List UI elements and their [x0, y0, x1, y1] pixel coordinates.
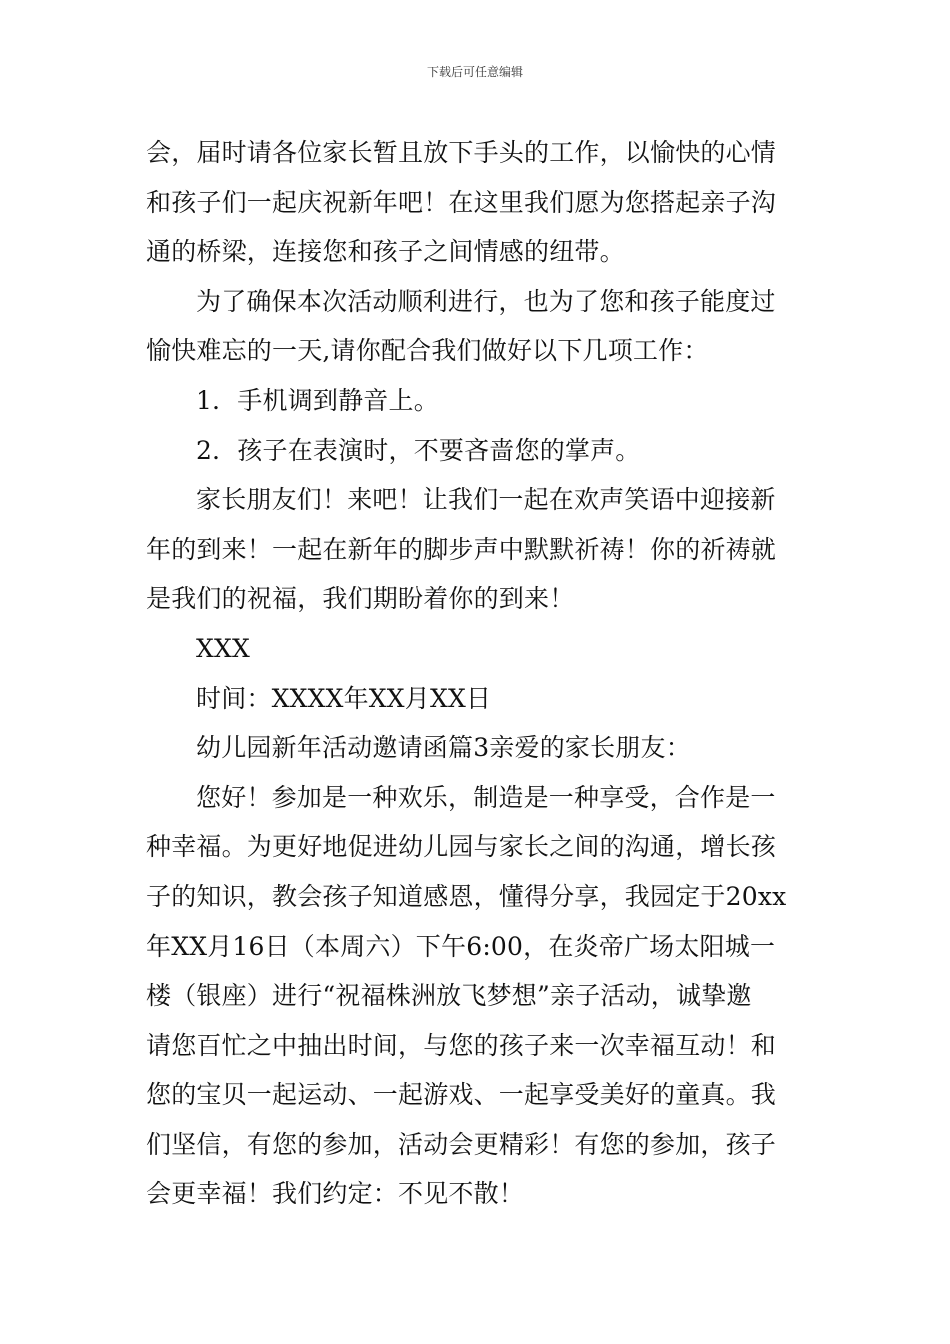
date-line: 时间：XXXX年XX月XX日: [196, 683, 492, 713]
text-line: 您好！参加是一种欢乐，制造是一种享受，合作是一: [196, 782, 776, 812]
document-body: [146, 128, 808, 1219]
signature-line: XXX: [196, 633, 250, 663]
page-header: 下载后可任意编辑: [426, 65, 523, 79]
text-line: 是我们的祝福，我们期盼着你的到来！: [146, 584, 575, 614]
text-line: 年的到来！一起在新年的脚步声中默默祈祷！你的祈祷就: [146, 534, 777, 564]
text-line: 为了确保本次活动顺利进行，也为了您和孩子能度过: [196, 286, 776, 316]
text-line: 们坚信，有您的参加，活动会更精彩！有您的参加，孩子: [146, 1129, 777, 1159]
text-line: 年XX月16日（本周六）下午6:00，在炎帝广场太阳城一: [146, 931, 776, 961]
text-line: 愉快难忘的一天,请你配合我们做好以下几项工作：: [146, 336, 709, 366]
text-line: 通的桥梁，连接您和孩子之间情感的纽带。: [146, 237, 625, 267]
text-line: 楼（银座）进行“祝福株洲放飞梦想”亲子活动，诚挚邀: [146, 981, 752, 1011]
text-line: 和孩子们一起庆祝新年吧！在这里我们愿为您搭起亲子沟: [146, 187, 777, 217]
text-line: 会，届时请各位家长暂且放下手头的工作，以愉快的心情: [146, 138, 777, 167]
text-line: 家长朋友们！来吧！让我们一起在欢声笑语中迎接新: [196, 485, 776, 515]
list-item: 1．手机调到静音上。: [196, 385, 439, 415]
list-item: 2．孩子在表演时，不要吝啬您的掌声。: [196, 435, 641, 465]
text-line: 会更幸福！我们约定：不见不散！: [146, 1179, 525, 1209]
text-line: 种幸福。为更好地促进幼儿园与家长之间的沟通，增长孩: [146, 832, 777, 862]
text-line: 子的知识，教会孩子知道感恩，懂得分享，我园定于20xx: [146, 881, 787, 911]
section-heading: 幼儿园新年活动邀请函篇3亲爱的家长朋友：: [196, 733, 691, 763]
text-line: 请您百忙之中抽出时间，与您的孩子来一次幸福互动！和: [146, 1030, 777, 1060]
text-line: 您的宝贝一起运动、一起游戏、一起享受美好的童真。我: [146, 1080, 777, 1110]
